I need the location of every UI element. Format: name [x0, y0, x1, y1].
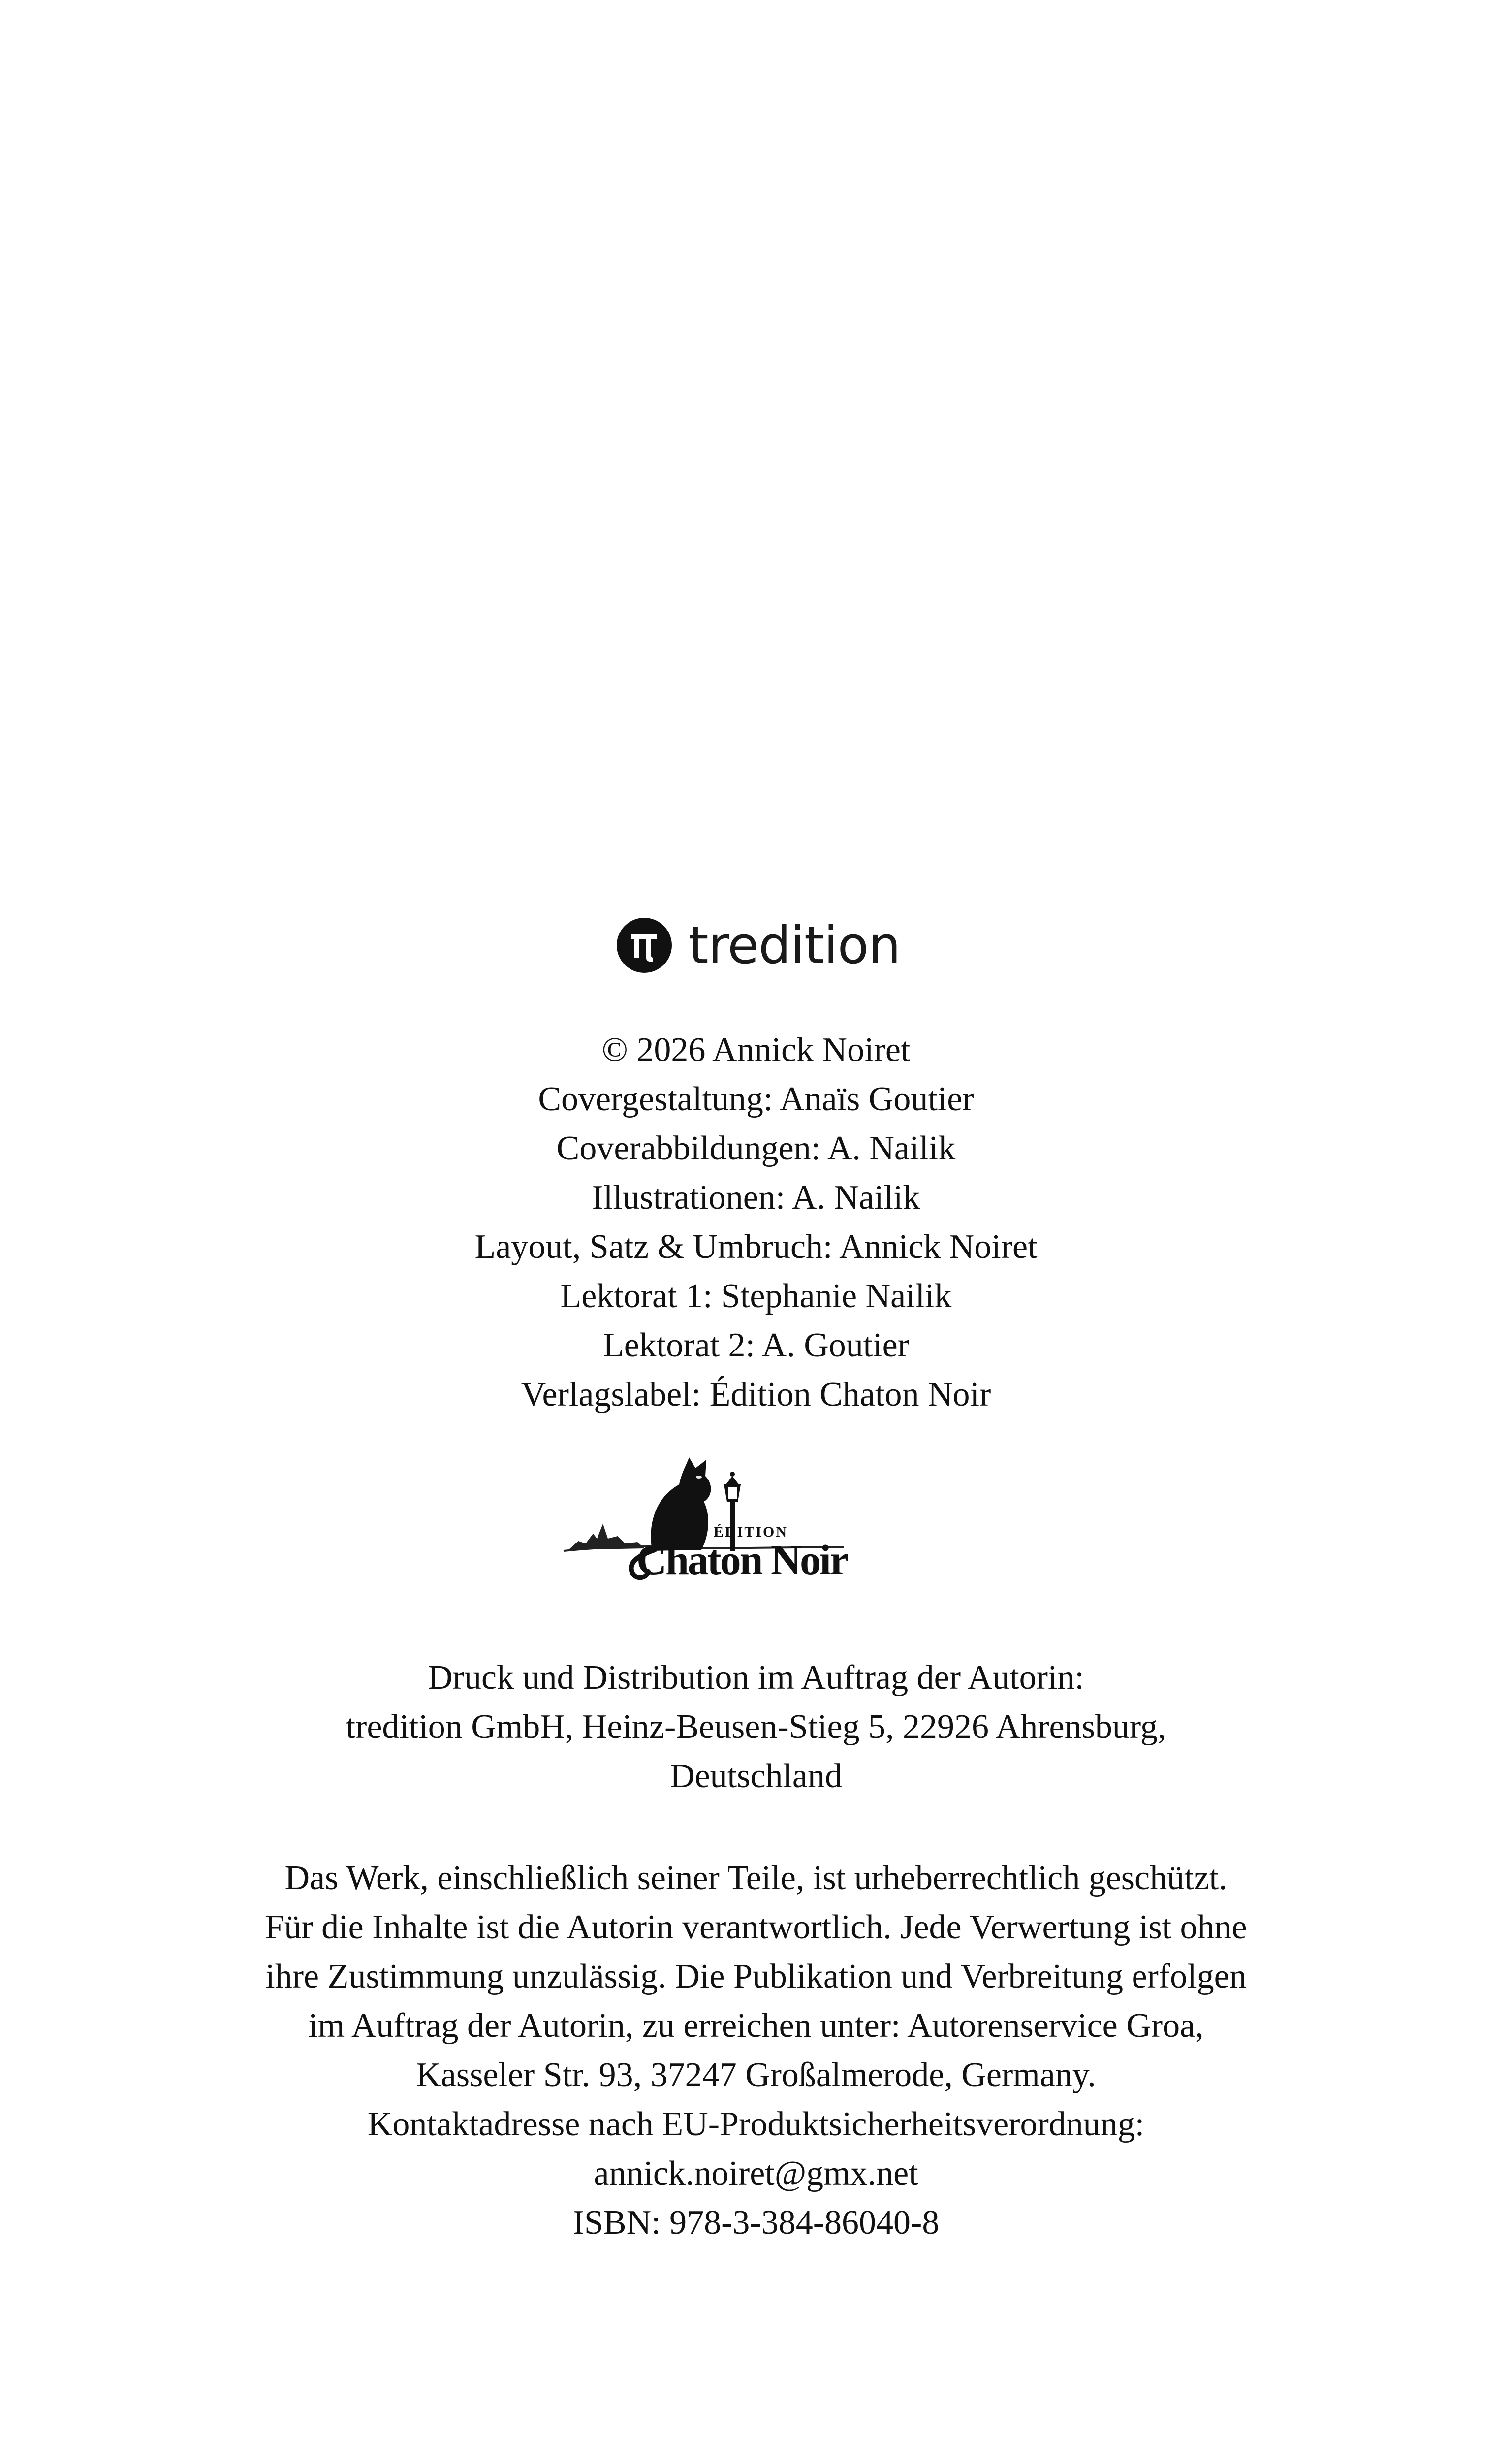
legal-line: ihre Zustimmung unzulässig. Die Publikation und Verbreitung erfolgen: [265, 1958, 1247, 1995]
credit-line: Covergestaltung: Anaïs Goutier: [538, 1080, 974, 1118]
credit-line: Verlagslabel: Édition Chaton Noir: [521, 1376, 991, 1414]
emblem-edition-label: ÉDITION: [714, 1524, 788, 1540]
credit-line: Lektorat 2: A. Goutier: [602, 1326, 910, 1364]
credit-line: Coverabbildungen: A. Nailik: [556, 1129, 956, 1167]
legal-line: Für die Inhalte ist die Autorin verantwortlich. Jede Verwertung ist ohne: [265, 1908, 1247, 1946]
publisher-logo: [0, 913, 1512, 977]
chaton-noir-emblem: [539, 1438, 893, 1605]
tredition-wordmark: tredition: [688, 915, 901, 975]
contact-email: annick.noiret@gmx.net: [594, 2154, 918, 2192]
legal-notice-block: [0, 1854, 1512, 2248]
distribution-block: [0, 1653, 1512, 1801]
legal-line: im Auftrag der Autorin, zu erreichen unter: Autorenservice Groa,: [308, 2007, 1204, 2045]
credit-line: Layout, Satz & Umbruch: Annick Noiret: [474, 1228, 1038, 1266]
legal-line: Kasseler Str. 93, 37247 Großalmerode, Germany.: [416, 2056, 1096, 2094]
copyright-line: © 2026 Annick Noiret: [601, 1031, 911, 1069]
credit-line: Lektorat 1: Stephanie Nailik: [560, 1277, 952, 1315]
credit-line: Illustrationen: A. Nailik: [592, 1179, 920, 1217]
credits-block: [0, 1026, 1512, 1419]
emblem-chaton-noir-label: Chaton Noir: [636, 1536, 848, 1583]
tredition-logo-icon: [617, 918, 672, 973]
isbn-line: ISBN: 978-3-384-86040-8: [572, 2204, 940, 2242]
distribution-line: Druck und Distribution im Auftrag der Autorin:: [428, 1659, 1084, 1697]
legal-line: Das Werk, einschließlich seiner Teile, ist urheberrechtlich geschützt.: [284, 1859, 1228, 1897]
distribution-line: Deutschland: [670, 1757, 842, 1795]
legal-line: Kontaktadresse nach EU-Produktsicherheitsverordnung:: [367, 2105, 1145, 2143]
distribution-line: tredition GmbH, Heinz-Beusen-Stieg 5, 22926 Ahrensburg,: [346, 1708, 1166, 1746]
